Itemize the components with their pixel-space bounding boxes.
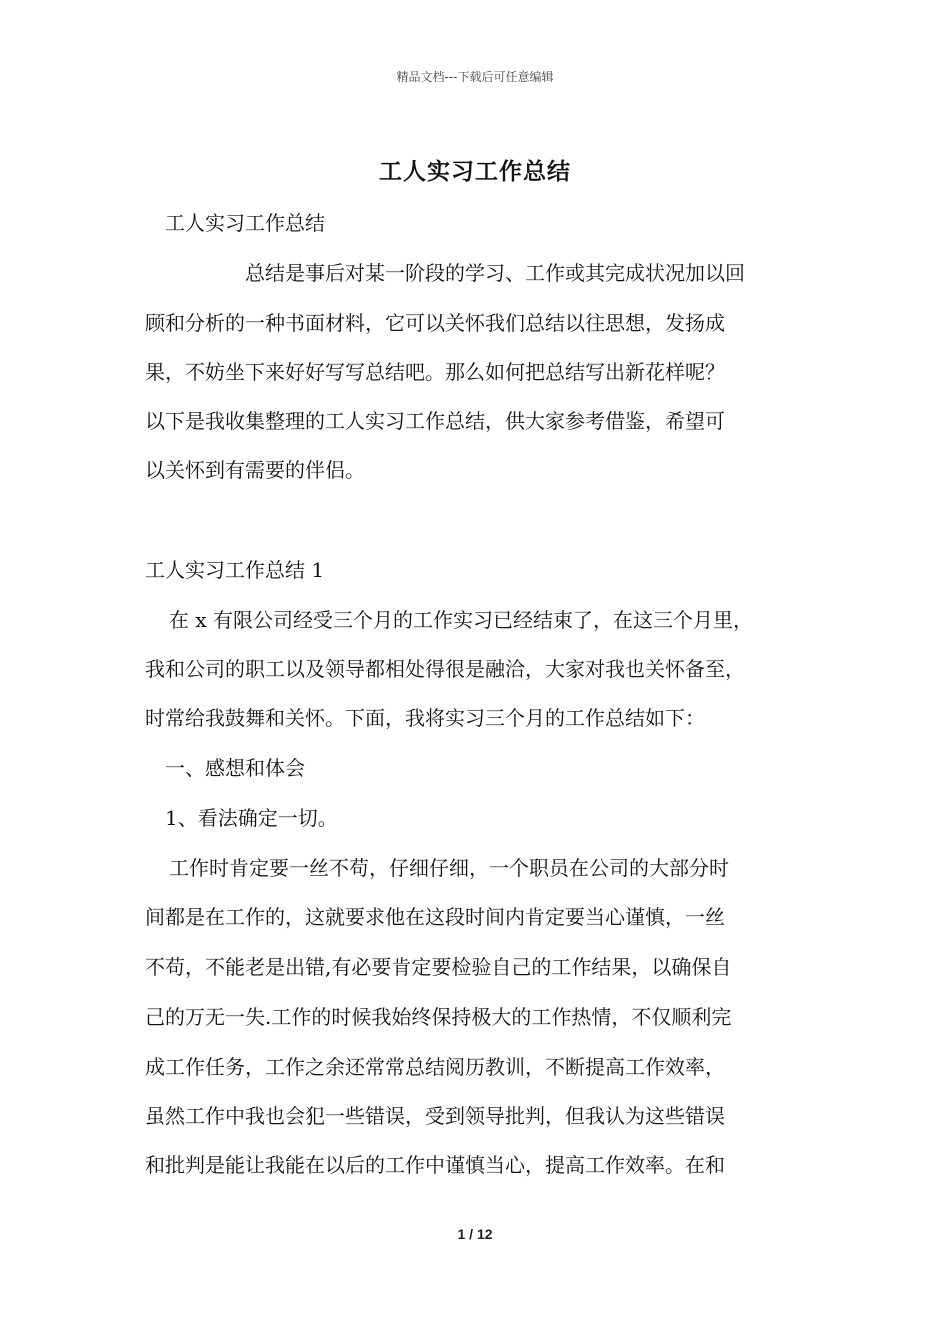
page-header-watermark: 精品文档---下载后可任意编辑 [396, 70, 554, 84]
intro-subtitle: 工人实习工作总结 [165, 211, 325, 235]
paragraph-line: 成工作任务，工作之余还常常总结阅历教训，不断提高工作效率， [145, 1055, 725, 1079]
section-heading: 工人实习工作总结 1 [145, 558, 325, 582]
document-title: 工人实习工作总结 [379, 159, 571, 185]
page-number: 1 / 12 [457, 1226, 493, 1242]
paragraph-line: 虽然工作中我也会犯一些错误，受到领导批判，但我认为这些错误 [145, 1104, 725, 1128]
paragraph-line: 和批判是能让我能在以后的工作中谨慎当心，提高工作效率。在和 [145, 1153, 725, 1177]
paragraph-line: 果，不妨坐下来好好写写总结吧。那么如何把总结写出新花样呢？ [145, 360, 725, 384]
paragraph-line: 在 x 有限公司经受三个月的工作实习已经结束了，在这三个月里， [169, 608, 753, 632]
list-item-heading: 1、看法确定一切。 [165, 806, 338, 830]
subsection-heading: 一、感想和体会 [165, 756, 305, 780]
paragraph-line: 间都是在工作的，这就要求他在这段时间内肯定要当心谨慎，一丝 [145, 905, 725, 929]
paragraph-line: 顾和分析的一种书面材料，它可以关怀我们总结以往思想，发扬成 [145, 311, 725, 335]
paragraph-line: 工作时肯定要一丝不苟，仔细仔细，一个职员在公司的大部分时 [169, 856, 729, 880]
paragraph-line: 我和公司的职工以及领导都相处得很是融洽，大家对我也关怀备至， [145, 657, 745, 681]
paragraph-line: 己的万无一失.工作的时候我始终保持极大的工作热情，不仅顺利完 [145, 1005, 732, 1029]
paragraph-line: 不苟，不能老是出错,有必要肯定要检验自己的工作结果，以确保自 [145, 955, 732, 979]
paragraph-line: 以下是我收集整理的工人实习工作总结，供大家参考借鉴，希望可 [145, 409, 725, 433]
paragraph-line: 总结是事后对某一阶段的学习、工作或其完成状况加以回 [245, 261, 745, 285]
paragraph-line: 时常给我鼓舞和关怀。下面，我将实习三个月的工作总结如下： [145, 706, 705, 730]
paragraph-line: 以关怀到有需要的伴侣。 [145, 458, 365, 482]
